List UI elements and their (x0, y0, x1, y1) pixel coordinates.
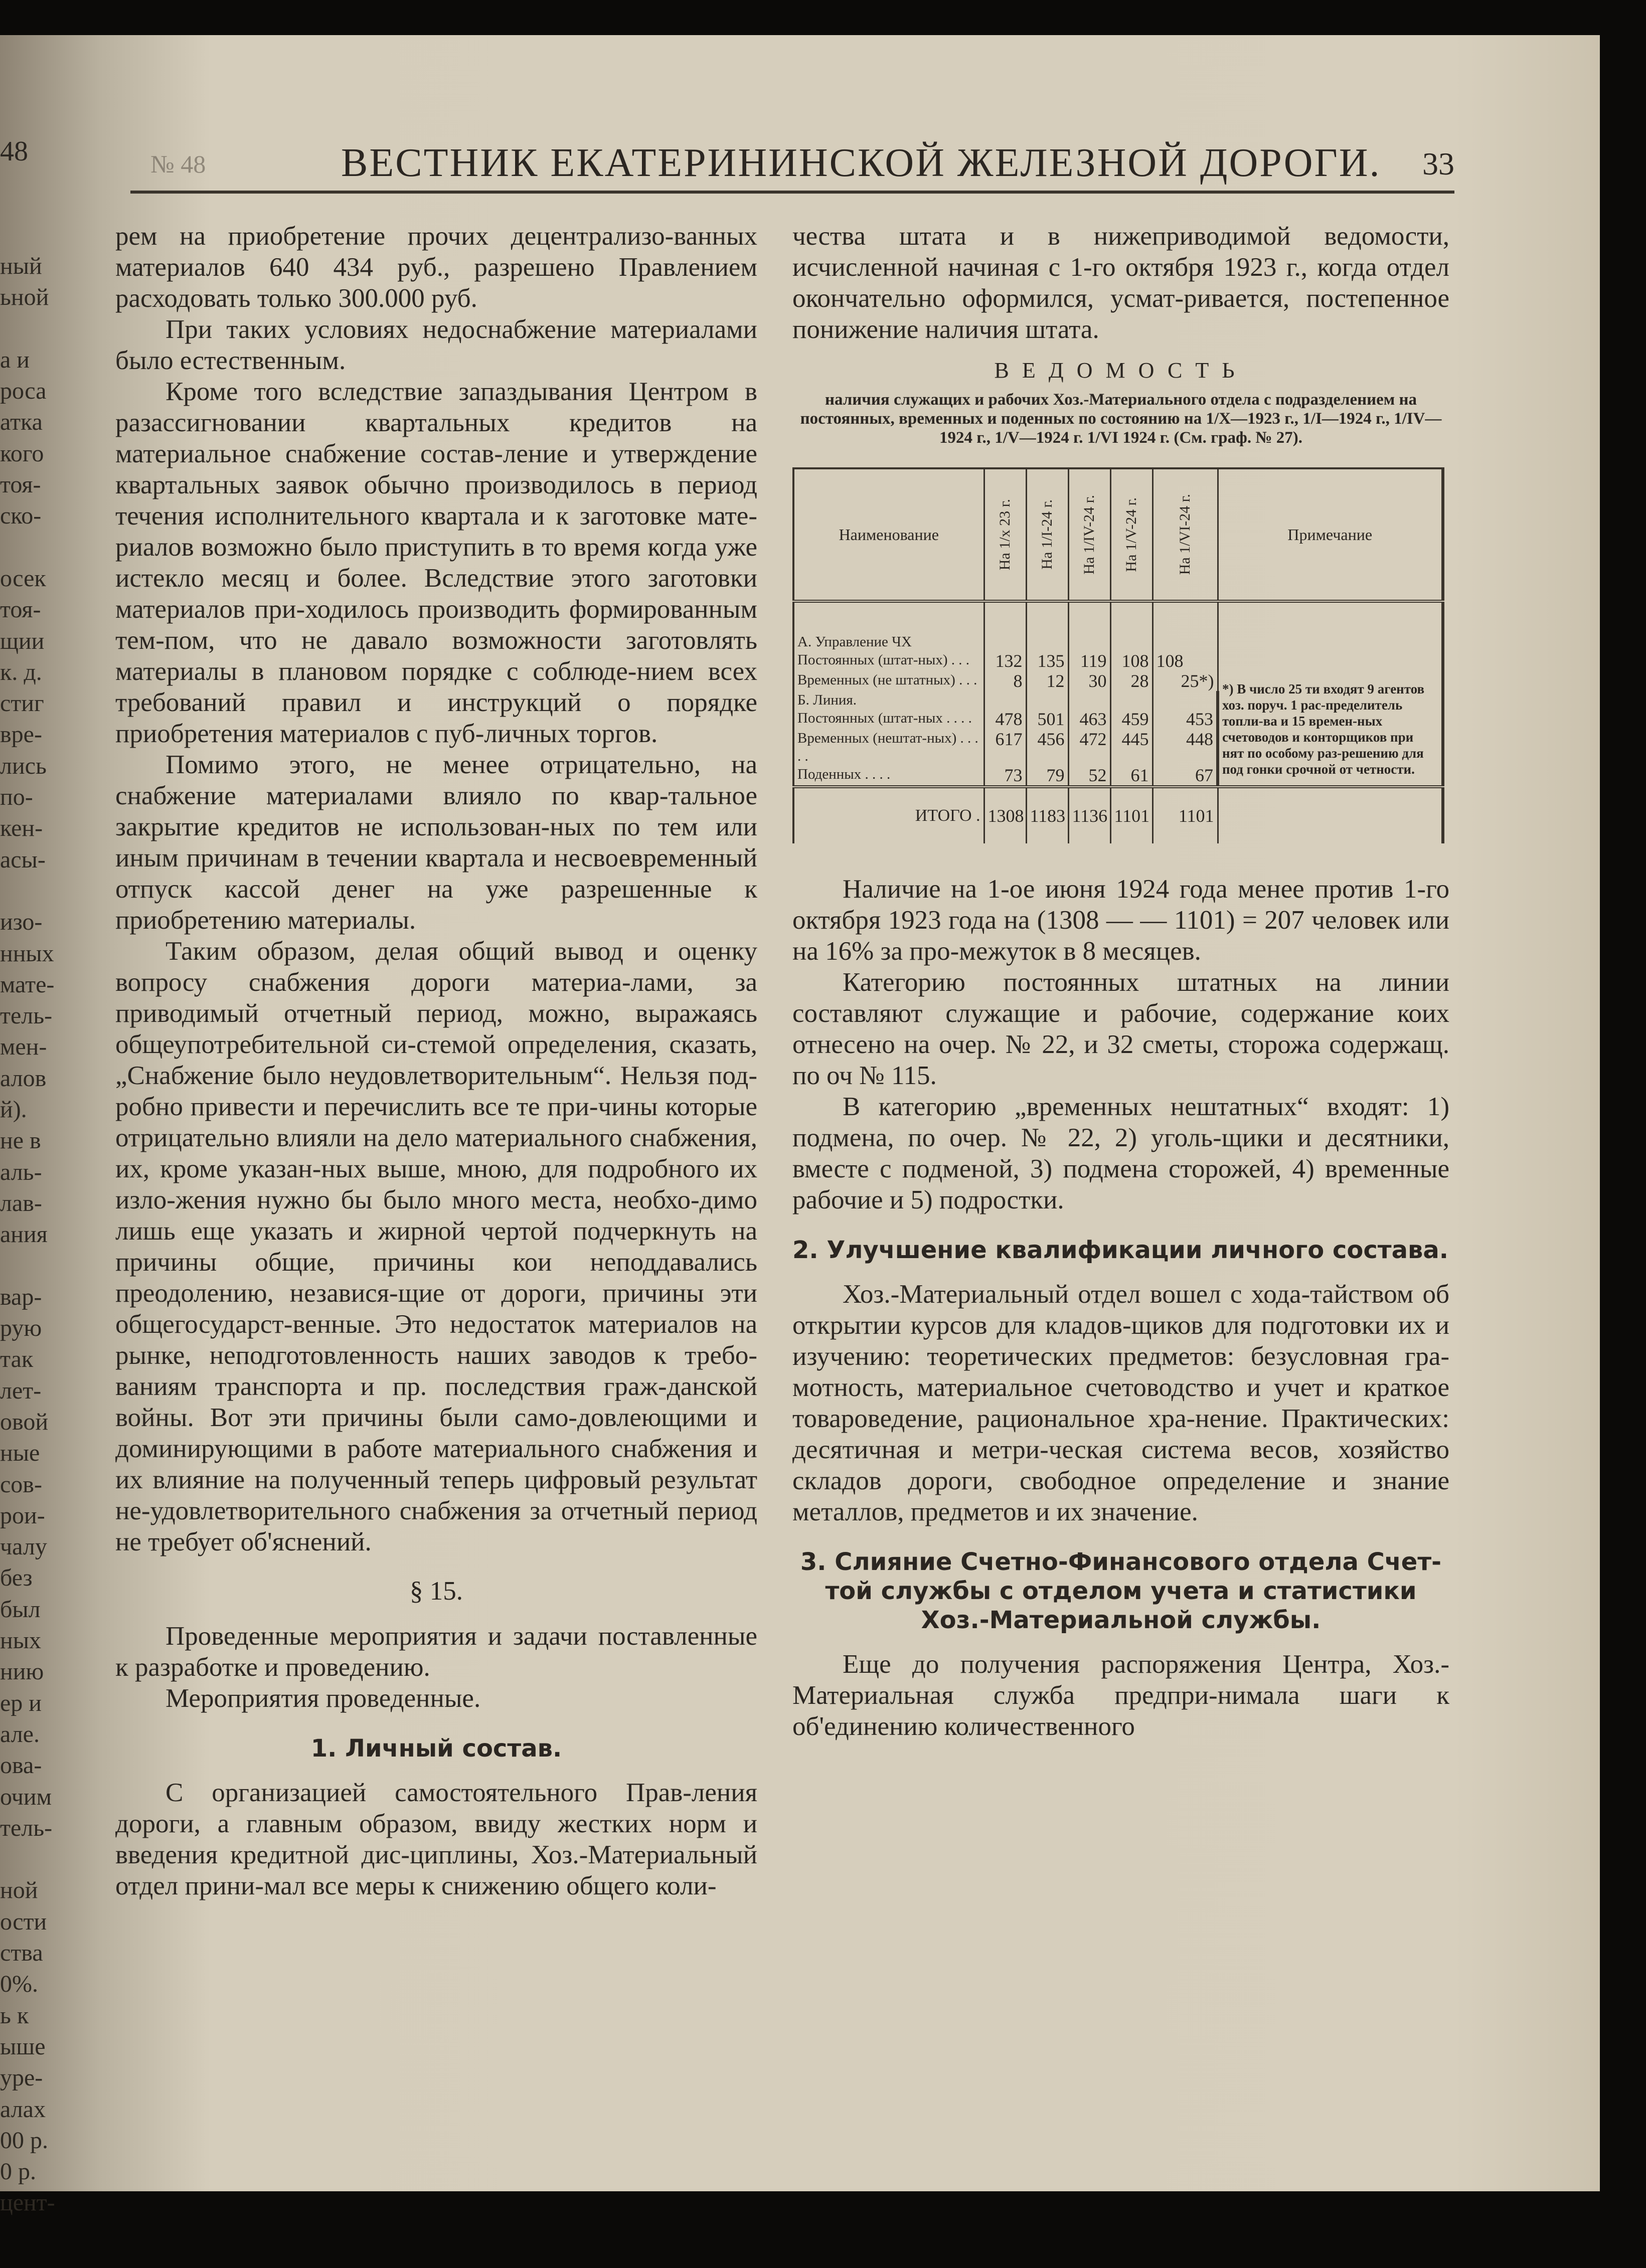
paragraph: Кроме того вследствие запаздывания Центром в разассигновании квартальных кредитов на материальное снабжение состав-ление и утверждение квартальных заявок обычно производилось в период течения исполнительного квартала и к заготовке мате-риалов возможно было приступить в то время когда уже истекло месяц и более. Вследствие этого заготовки материалов при-ходилось производить формированным тем-пом, что не давало возможности заготовлять материалы в плановом порядке с соблюде-нием всех требований правил и инструкций о порядке приобретения материалов с пуб-личных торгов. (115, 377, 757, 748)
journal-title: ВЕСТНИК ЕКАТЕРИНИНСКОЙ ЖЕЛЕЗНОЙ ДОРОГИ. (341, 141, 1381, 185)
edge-fragment: вар- (0, 1283, 42, 1310)
edge-fragment: вре- (0, 721, 42, 748)
edge-fragment: роса (0, 378, 47, 405)
column-header-date (1026, 468, 1068, 601)
column-header-date-label: На 1/V-24 г. (1123, 497, 1139, 572)
cell-value: 453 (1153, 709, 1218, 729)
edge-fragment: асы- (0, 846, 46, 873)
edge-fragment: лав- (0, 1189, 42, 1216)
staff-statement-table (792, 467, 1444, 843)
cell-value: 478 (984, 709, 1026, 729)
table-footnote: *) В число 25 ти входят 9 агентов хоз. поруч. 1 рас-пределитель топли-ва и 15 времен-ных счетоводов и конторщиков при нят по особому раз-решению для под гонки срочной от четности. (1218, 671, 1443, 787)
cell-value: 108 (1110, 651, 1153, 671)
paragraph: Еще до получения распоряжения Центра, Хоз.-Материальная служба предпри-нимала шаги к об'единению количественного (792, 1650, 1449, 1741)
edge-fragment: не в (0, 1127, 41, 1154)
cell-value: 73 (984, 765, 1026, 787)
cell-value: 67 (1153, 765, 1218, 787)
edge-fragment: ер и (0, 1689, 42, 1716)
table-total-row (793, 787, 1443, 843)
page-number: 33 (1422, 146, 1454, 182)
group-label-line: Б. Линия. (793, 691, 984, 709)
paragraph: Проведенные мероприятия и задачи поставленные к разработке и проведению. (115, 1622, 757, 1682)
edge-fragment (0, 532, 70, 563)
edge-fragment: нию (0, 1658, 44, 1685)
edge-fragment: тель- (0, 1814, 53, 1841)
column-header-date (984, 468, 1026, 601)
section-heading: 1. Личный состав. (310, 1734, 562, 1763)
cell-value: 459 (1110, 709, 1153, 729)
section-heading: 2. Улучшение квалификации личного состава. (792, 1236, 1448, 1264)
edge-fragment: ные (0, 1440, 40, 1467)
edge-fragment: аль- (0, 1158, 42, 1185)
column-header-date (1068, 468, 1110, 601)
cell-value: 135 (1026, 651, 1068, 671)
edge-fragment (0, 313, 70, 344)
edge-fragment: цент- (0, 2189, 55, 2216)
total-label: ИТОГО . (793, 787, 984, 843)
edge-fragment: осек (0, 565, 46, 592)
column-header-date (1153, 468, 1218, 601)
group-label-management: А. Управление ЧХ (793, 633, 984, 651)
edge-fragment: чалу (0, 1533, 47, 1560)
column-header-date-label: На 1/VI-24 г. (1177, 494, 1193, 575)
edge-fragment (0, 876, 70, 907)
edge-fragment: алов (0, 1065, 47, 1092)
cell-value: 617 (984, 729, 1026, 765)
edge-fragment: 0 р. (0, 2158, 36, 2185)
edge-fragment: сов- (0, 1471, 42, 1498)
edge-fragment: был (0, 1596, 41, 1623)
total-value: 1101 (1153, 787, 1218, 843)
edge-fragment: атка (0, 409, 43, 436)
paragraph: Хоз.-Материальный отдел вошел с хода-тайством об открытии курсов для кладов-щиков для подготовки их и изучению: теоретических предметов: безусловная гра-мотность, материальное счетоводство и учет и краткое товароведение, рациональное хра-нение. Практических: десятичная и метри-ческая система весов, хозяйство складов дороги, свободное определение и знание металлов, предметов и их значение. (792, 1280, 1449, 1526)
edge-fragment: ства (0, 1940, 43, 1967)
edge-fragment: ной (0, 1877, 38, 1904)
edge-fragment: без (0, 1564, 33, 1592)
edge-fragment: а и (0, 346, 30, 373)
cell-value: 132 (984, 651, 1026, 671)
edge-fragment (0, 1251, 70, 1282)
running-header (130, 135, 1454, 194)
edge-fragment: к. д. (0, 658, 42, 685)
row-label: Поденных . . . . (793, 765, 984, 787)
column-header-name: Наименование (793, 468, 984, 601)
cell-value: 119 (1068, 651, 1110, 671)
cell-value: 61 (1110, 765, 1153, 787)
edge-fragment: нных (0, 940, 54, 967)
edge-fragment: ный (0, 253, 42, 279)
row-label: Постоянных (штат-ных . . . . (793, 709, 984, 729)
section-number: § 15. (410, 1577, 463, 1606)
row-label: Временных (не штатных) . . . (793, 671, 984, 691)
edge-fragment: мате- (0, 971, 55, 998)
edge-fragment: стиг (0, 690, 44, 717)
column-header-date (1110, 468, 1153, 601)
edge-fragment: рую (0, 1315, 42, 1342)
cell-value: 30 (1068, 671, 1110, 691)
edge-fragment: щии (0, 627, 45, 654)
cell-value: 79 (1026, 765, 1068, 787)
edge-fragment: ьной (0, 284, 49, 311)
total-value: 1101 (1110, 787, 1153, 843)
table-row (793, 671, 1443, 691)
cell-value: 501 (1026, 709, 1068, 729)
paragraph: Наличие на 1-ое июня 1924 года менее против 1-го октября 1923 года на (1308 — — 1101) = 207 человек или на 16% за про-межуток в 8 месяцев. (792, 875, 1449, 966)
cell-value: 52 (1068, 765, 1110, 787)
edge-fragment: ания (0, 1221, 48, 1248)
edge-fragment: 00 р. (0, 2127, 48, 2154)
edge-fragment: тоя- (0, 596, 41, 623)
edge-fragment: мен- (0, 1033, 47, 1061)
edge-fragment: по- (0, 784, 33, 811)
edge-fragment: так (0, 1346, 34, 1373)
cell-value: 445 (1110, 729, 1153, 765)
edge-fragment (0, 1844, 70, 1875)
edge-fragment: ных (0, 1627, 41, 1654)
column-header-date-label: На 1/I-24 г. (1039, 499, 1055, 570)
cell-value: 12 (1026, 671, 1068, 691)
edge-fragment: 0%. (0, 1971, 38, 1998)
paragraph: Помимо этого, не менее отрицательно, на снабжение материалами влияло по квар-тальное закрытие кредитов не использован-ных по тем или иным причинам в течении квартала и несвоевременный отпуск кассой денег на уже разрешенные к приобретению материалы. (115, 750, 757, 935)
edge-fragment: ь к (0, 2002, 29, 2029)
edge-fragment: алах (0, 2096, 46, 2123)
edge-fragment: кого (0, 440, 44, 467)
column-header-date-label: На 1/х 23 г. (997, 498, 1013, 571)
paragraph: Мероприятия проведенные. (166, 1684, 481, 1713)
paragraph: В категорию „временных нештатных“ входят: 1) подмена, по очер. № 22, 2) уголь-щики и десятники, вместе с подменой, 3) подмена сторожей, 4) временные рабочие и 5) подростки. (792, 1092, 1449, 1214)
cell-value: 8 (984, 671, 1026, 691)
table-group-row (793, 633, 1443, 651)
cell-value: 472 (1068, 729, 1110, 765)
paragraph: При таких условиях недоснабжение материалами было естественным. (115, 315, 757, 375)
cell-value: 108 (1153, 651, 1218, 671)
previous-page-edge-text (0, 251, 70, 2219)
edge-fragment: лет- (0, 1377, 42, 1404)
table-header-row (793, 468, 1443, 601)
edge-fragment: овой (0, 1408, 49, 1435)
edge-fragment: але. (0, 1720, 40, 1748)
table-row (793, 651, 1443, 671)
edge-fragment: очим (0, 1783, 52, 1810)
edge-fragment: рои- (0, 1502, 45, 1529)
edge-fragment: ости (0, 1908, 47, 1935)
edge-fragment: кен- (0, 815, 43, 842)
cell-value: 463 (1068, 709, 1110, 729)
paragraph: рем на приобретение прочих децентрализо-ванных материалов 640 434 руб., разрешено Правлением расходовать только 300.000 руб. (115, 222, 757, 313)
statement-title: ВЕДОМОСТЬ (994, 358, 1248, 383)
column-header-note: Примечание (1218, 468, 1443, 601)
section-heading: 3. Слияние Счетно-Финансового отдела Счет-той службы с отделом учета и статистики Хоз.-Материальной службы. (800, 1548, 1442, 1634)
statement-subtitle: наличия служащих и рабочих Хоз.-Материального отдела с подразделением на постоянных, временных и поденных по состоянию на 1/X—1923 г., 1/I—1924 г., 1/IV—1924 г., 1/V—1924 г. 1/VI 1924 г. (См. граф. № 27). (800, 391, 1442, 447)
edge-fragment: лись (0, 752, 47, 779)
total-value: 1183 (1026, 787, 1068, 843)
left-column (115, 221, 757, 1901)
edge-fragment: уре- (0, 2064, 43, 2091)
column-header-date-label: На 1/IV-24 г. (1081, 494, 1097, 575)
total-value: 1308 (984, 787, 1026, 843)
paragraph: Категорию постоянных штатных на линии составляют служащие и рабочие, содержание коих отнесено на очер. № 22, и 32 сметы, сторожа содержащ. по оч № 115. (792, 968, 1449, 1090)
edge-fragment: ыше (0, 2033, 46, 2060)
edge-fragment: изо- (0, 909, 43, 936)
cell-value: 448 (1153, 729, 1218, 765)
paragraph: С организацией самостоятельного Прав-ления дороги, а главным образом, ввиду жестких норм и введения кредитной дис-циплины, Хоз.-Материальный отдел прини-мал все меры к снижению общего коли- (115, 1778, 757, 1900)
issue-number: № 48 (150, 150, 206, 178)
paragraph: чества штата и в нижеприводимой ведомости, исчисленной начиная с 1-го октября 1923 г., когда отдел окончательно оформился, усмат-ривается, постепенное понижение наличия штата. (792, 222, 1449, 344)
edge-fragment: тель- (0, 1002, 53, 1029)
edge-fragment: ова- (0, 1752, 42, 1779)
page-sheet (0, 35, 1600, 2216)
right-column (792, 221, 1449, 1742)
paragraph: Таким образом, делая общий вывод и оценку вопросу снабжения дороги материа-лами, за приводимый отчетный период, можно, выражаясь общеупотребительной си-стемой определения, сказать, „Снабжение было неудовлетворительным“. Нельзя под-робно привести и перечислить все те при-чины которые отрицательно влияли на дело материального снабжения, их, кроме указан-ных выше, мною, для подробного их изло-жения нужно бы было много места, необхо-димо лишь еще указать и жирной чертой подчеркнуть на причины общие, причины кои неподдавались преодолению, независя-щие от дороги, причины эти общегосударст-венные. Это недостаток материалов на рынке, неподготовленность наших заводов к требо-ваниям транспорта и пр. последствия граж-данской войны. Вот эти причины были само-довлеющими и доминирующими в работе материального снабжения и их влияние на полученный теперь цифровый результат не-удовлетворительного снабжения за отчетный период не требует об'яснений. (115, 937, 757, 1556)
total-value: 1136 (1068, 787, 1110, 843)
row-label: Временных (нештат-ных) . . . . . (793, 729, 984, 765)
cell-value: 25*) (1153, 671, 1218, 691)
table-spacer-row (793, 601, 1443, 633)
row-label: Постоянных (штат-ных) . . . (793, 651, 984, 671)
edge-fragment: ско- (0, 502, 42, 530)
cell-value: 28 (1110, 671, 1153, 691)
edge-fragment: тоя- (0, 471, 41, 498)
cell-value: 456 (1026, 729, 1068, 765)
previous-page-number: 48 (0, 136, 28, 167)
edge-fragment: й). (0, 1096, 27, 1123)
